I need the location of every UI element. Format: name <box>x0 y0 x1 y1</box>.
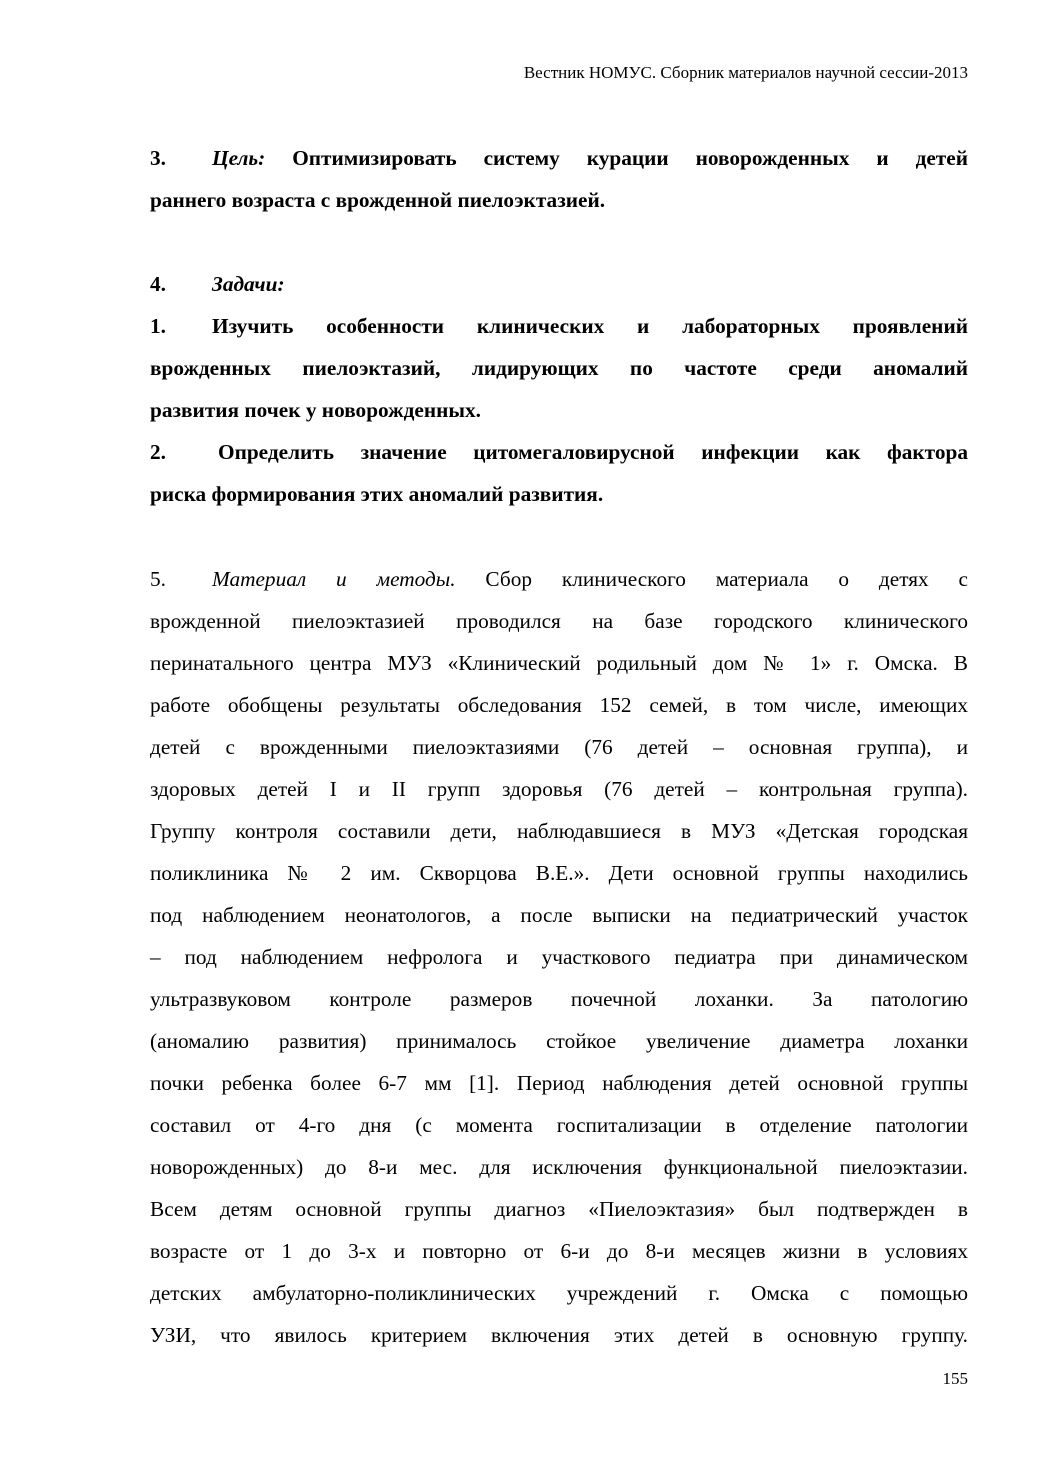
methods-line: врожденной пиелоэктазией проводился на базе городского клинического <box>150 609 968 633</box>
task-number: 1. <box>150 314 166 338</box>
methods-line: УЗИ, что явилось критерием включения этих детей в основную группу. <box>150 1323 968 1347</box>
goal-text: Оптимизировать систему курации новорожденных и детей <box>292 146 968 170</box>
section-number: 4. <box>150 272 166 296</box>
methods-line: возрасте от 1 до 3-х и повторно от 6-и до 8-и месяцев жизни в условиях <box>150 1239 968 1263</box>
task1-line-3: развития почек у новорожденных. <box>150 398 481 422</box>
methods-line: под наблюдением неонатологов, а после выписки на педиатрический участок <box>150 903 968 927</box>
section-goal <box>150 137 968 221</box>
section-number: 3. <box>150 146 166 170</box>
methods-line: детей с врожденными пиелоэктазиями (76 детей – основная группа), и <box>150 735 968 759</box>
methods-line: Группу контроля составили дети, наблюдавшиеся в МУЗ «Детская городская <box>150 819 968 843</box>
task2-line-1 <box>150 431 968 473</box>
page-number: 155 <box>942 1369 968 1388</box>
tasks-heading <box>150 263 968 305</box>
task1-line-1 <box>150 305 968 347</box>
running-header: Вестник НОМУС. Сборник материалов научной сессии-2013 <box>523 63 968 82</box>
task1-line-2: врожденных пиелоэктазий, лидирующих по частоте среди аномалий <box>150 356 968 380</box>
methods-label: Материал и методы. <box>212 567 456 591</box>
section-tasks <box>150 263 968 515</box>
task-number: 2. <box>150 440 166 464</box>
methods-line: ультразвуковом контроле размеров почечной лоханки. За патологию <box>150 987 968 1011</box>
goal-label: Цель: <box>212 146 266 170</box>
methods-line: Всем детям основной группы диагноз «Пиелоэктазия» был подтвержден в <box>150 1197 968 1221</box>
methods-line-1 <box>150 558 968 600</box>
methods-line: работе обобщены результаты обследования 152 семей, в том числе, имеющих <box>150 693 968 717</box>
methods-line: новорожденных) до 8-и мес. для исключения функциональной пиелоэктазии. <box>150 1155 968 1179</box>
goal-line-2: раннего возраста с врожденной пиелоэктазией. <box>150 188 606 212</box>
methods-line: поликлиника № 2 им. Скворцова В.Е.». Дети основной группы находились <box>150 861 968 885</box>
methods-line: (аномалию развития) принималось стойкое увеличение диаметра лоханки <box>150 1029 968 1053</box>
methods-line: почки ребенка более 6-7 мм [1]. Период наблюдения детей основной группы <box>150 1071 968 1095</box>
methods-line: здоровых детей I и II групп здоровья (76 детей – контрольная группа). <box>150 777 968 801</box>
tasks-label: Задачи: <box>212 272 285 296</box>
section-methods <box>150 558 968 1356</box>
task2-text: Определить значение цитомегаловирусной инфекции как фактора <box>218 440 968 464</box>
goal-line-1 <box>150 137 968 179</box>
task1-text: Изучить особенности клинических и лабораторных проявлений <box>212 314 968 338</box>
task2-line-2: риска формирования этих аномалий развития. <box>150 482 604 506</box>
section-number: 5. <box>150 567 166 591</box>
methods-line: – под наблюдением нефролога и участкового педиатра при динамическом <box>150 945 968 969</box>
methods-line: перинатального центра МУЗ «Клинический родильный дом № 1» г. Омска. В <box>150 651 968 675</box>
methods-text: Сбор клинического материала о детях с <box>485 567 968 591</box>
methods-line: детских амбулаторно-поликлинических учреждений г. Омска с помощью <box>150 1281 968 1305</box>
methods-line: составил от 4-го дня (с момента госпитализации в отделение патологии <box>150 1113 968 1137</box>
